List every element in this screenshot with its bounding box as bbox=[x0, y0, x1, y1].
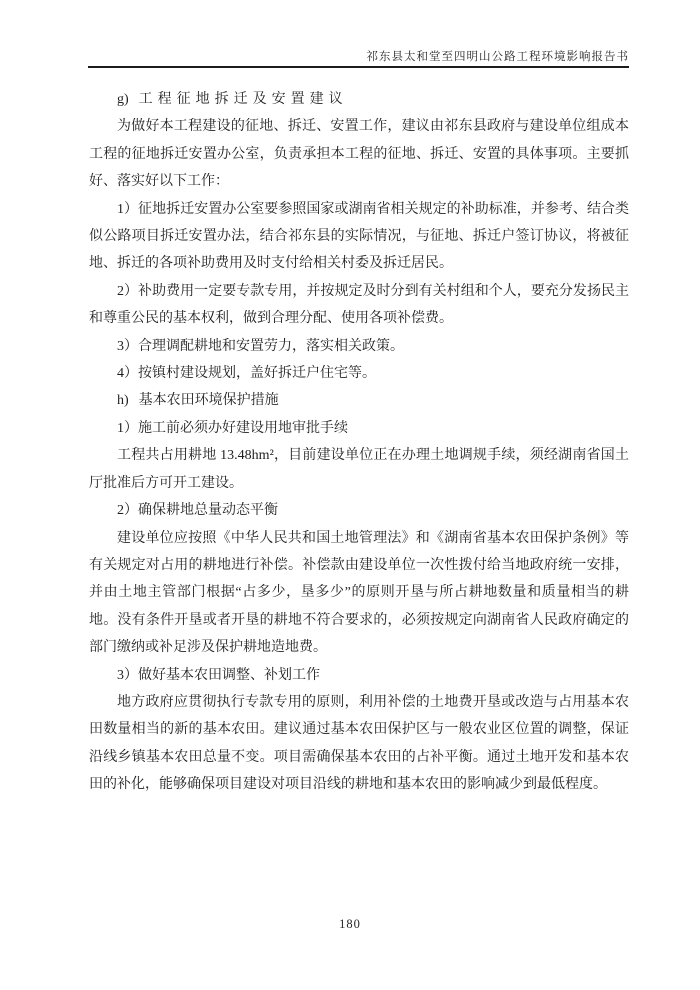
paragraph: 建设单位应按照《中华人民共和国土地管理法》和《湖南省基本农田保护条例》等有关规定对占用的耕地进行补偿。补偿款由建设单位一次性拨付给当地政府统一安排，并由土地主管部门根据“占多少，垦多少”的原则开垦与所占耕地数量和质量相当的耕地。没有条件开垦或者开垦的耕地不符合要求的，必须按规定向湖南省人民政府确定的部门缴纳或补足涉及保护耕地造地费。 bbox=[89, 530, 629, 656]
paragraph: 2）确保耕地总量动态平衡 bbox=[117, 503, 278, 519]
section-heading bbox=[89, 387, 629, 414]
section-marker: g) bbox=[117, 92, 129, 107]
paragraph: 工程共占用耕地 13.48hm²，目前建设单位正在办理土地调规手续，须经湖南省国土厅批准后方可开工建设。 bbox=[89, 448, 629, 491]
running-header-title: 祁东县太和堂至四明山公路工程环境影响报告书 bbox=[366, 51, 629, 63]
paragraph: 3）合理调配耕地和安置劳力，落实相关政策。 bbox=[117, 338, 404, 354]
paragraph: 4）按镇村建设规划，盖好拆迁户住宅等。 bbox=[117, 366, 376, 382]
header-rule bbox=[88, 66, 629, 68]
section-marker: h) bbox=[117, 393, 129, 409]
paragraph: 地方政府应贯彻执行专款专用的原则，利用补偿的土地费开垦或改造与占用基本农田数量相当的新的基本农田。建议通过基本农田保护区与一般农业区位置的调整，保证沿线乡镇基本农田总量不变。项目需确保基本农田的占补平衡。通过土地开发和基本农田的补化，能够确保项目建设对项目沿线的耕地和基本农田的影响减少到最低程度。 bbox=[89, 694, 629, 793]
paragraph: 1）征地拆迁安置办公室要参照国家或湖南省相关规定的补助标准，并参考、结合类似公路项目拆迁安置办法，结合祁东县的实际情况，与征地、拆迁户签订协议，将被征地、拆迁的各项补助费用及时支付给相关村委及拆迁居民。 bbox=[89, 201, 629, 272]
paragraph: 1）施工前必须办好建设用地审批手续 bbox=[117, 420, 348, 436]
page-number: 180 bbox=[339, 917, 361, 931]
document-body bbox=[89, 86, 629, 799]
paragraph: 3）做好基本农田调整、补划工作 bbox=[117, 667, 320, 683]
section-heading-text: 基本农田环境保护措施 bbox=[138, 393, 279, 409]
paragraph: 为做好本工程建设的征地、拆迁、安置工作，建议由祁东县政府与建设单位组成本工程的征地拆迁安置办公室，负责承担本工程的征地、拆迁、安置的具体事项。主要抓好、落实好以下工作： bbox=[89, 119, 629, 190]
section-heading-text: 工程征地拆迁及安置建议 bbox=[138, 92, 348, 107]
section-heading bbox=[89, 86, 629, 113]
paragraph: 2）补助费用一定要专款专用，并按规定及时分到有关村组和个人，要充分发扬民主和尊重公民的基本权利，做到合理分配、使用各项补偿费。 bbox=[89, 283, 629, 327]
